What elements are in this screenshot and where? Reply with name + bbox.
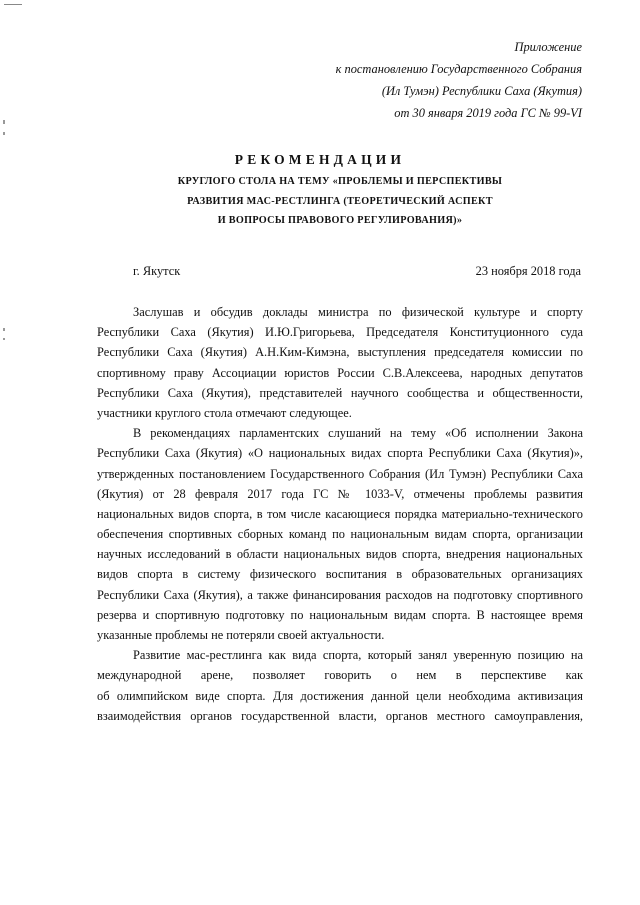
text-line: научных исследований в области национальных видов спорта, внедрения национальных [97,547,583,562]
scan-artifact [4,4,22,5]
scan-artifact [3,338,5,340]
text-line: указанные проблемы не потеряли своей актуальности. [97,628,385,642]
text-line: Развитие мас-рестлинга как вида спорта, который занял уверенную позицию на [133,648,583,663]
scan-artifact [3,328,5,331]
text-line: Республики Саха (Якутия) «О национальных видах спорта Республики Саха (Якутия)», [97,446,583,461]
paragraph [97,302,583,423]
date: 23 ноября 2018 года [475,264,581,278]
subtitle-line: И ВОПРОСЫ ПРАВОВОГО РЕГУЛИРОВАНИЯ)» [217,215,463,226]
appendix-line: (Ил Тумэн) Республики Саха (Якутия) [381,84,582,98]
text-line: Республики Саха (Якутия), представителей научного сообщества и общественности, [97,385,583,400]
text-line: утвержденных постановлением Государственного Собрания (Ил Тумэн) Республики Саха [97,466,583,481]
scan-artifact [3,132,5,135]
document-body [97,302,583,726]
document-subtitle [130,172,550,231]
appendix-line: к постановлению Государственного Собрания [335,62,582,76]
scan-artifact [3,120,5,124]
appendix-header [336,36,582,124]
text-line: В рекомендациях парламентских слушаний на тему «Об исполнении Закона [133,426,583,441]
text-line: Республики Саха (Якутия) И.Ю.Григорьева, Председателя Конституционного суда [97,325,583,340]
text-line: Республики Саха (Якутия) А.Н.Ким-Кимэна, выступления председателя комиссии по [97,345,583,360]
paragraph [97,645,583,726]
text-line: видов спорта в систему физического воспитания в образовательных организациях [97,567,583,582]
text-line: взаимодействия органов государственной власти, органов местного самоуправления, [97,708,583,723]
text-line: участники круглого стола отмечают следующее. [97,405,352,420]
appendix-line: от 30 января 2019 года ГС № 99-VI [394,106,582,120]
place-date-line [133,264,581,279]
appendix-line: Приложение [514,40,582,54]
text-line: спортивному праву Ассоциации юристов России С.В.Алексеева, народных депутатов [97,365,583,380]
document-title: РЕКОМЕНДАЦИИ [234,152,406,167]
text-line: резерва и спортивную подготовку по национальным видам спорта. В настоящее время [97,607,583,622]
subtitle-line: РАЗВИТИЯ МАС-РЕСТЛИНГА (ТЕОРЕТИЧЕСКИЙ АСПЕКТ [187,195,493,207]
paragraph [97,423,583,645]
text-line: об олимпийском виде спорта. Для достижения данной цели необходима активизация [97,688,583,703]
place: г. Якутск [133,264,181,278]
text-line: (Якутия) от 28 февраля 2017 года ГС № 1033-V, отмечены проблемы развития [97,486,583,501]
text-line: обеспечения спортивных сборных команд по национальным видам спорта, организации [97,527,583,542]
text-line: национальных видов спорта, в том числе касающиеся порядка материально-технического [97,506,583,521]
subtitle-line: КРУГЛОГО СТОЛА НА ТЕМУ «ПРОБЛЕМЫ И ПЕРСПЕКТИВЫ [177,176,503,187]
text-line: Заслушав и обсудив доклады министра по физической культуре и спорту [133,305,583,319]
text-line: международной арене, позволяет говорить о нем в перспективе как [97,668,583,683]
text-line: Республики Саха (Якутия), а также финансирования расходов на подготовку спортивного [97,587,583,602]
